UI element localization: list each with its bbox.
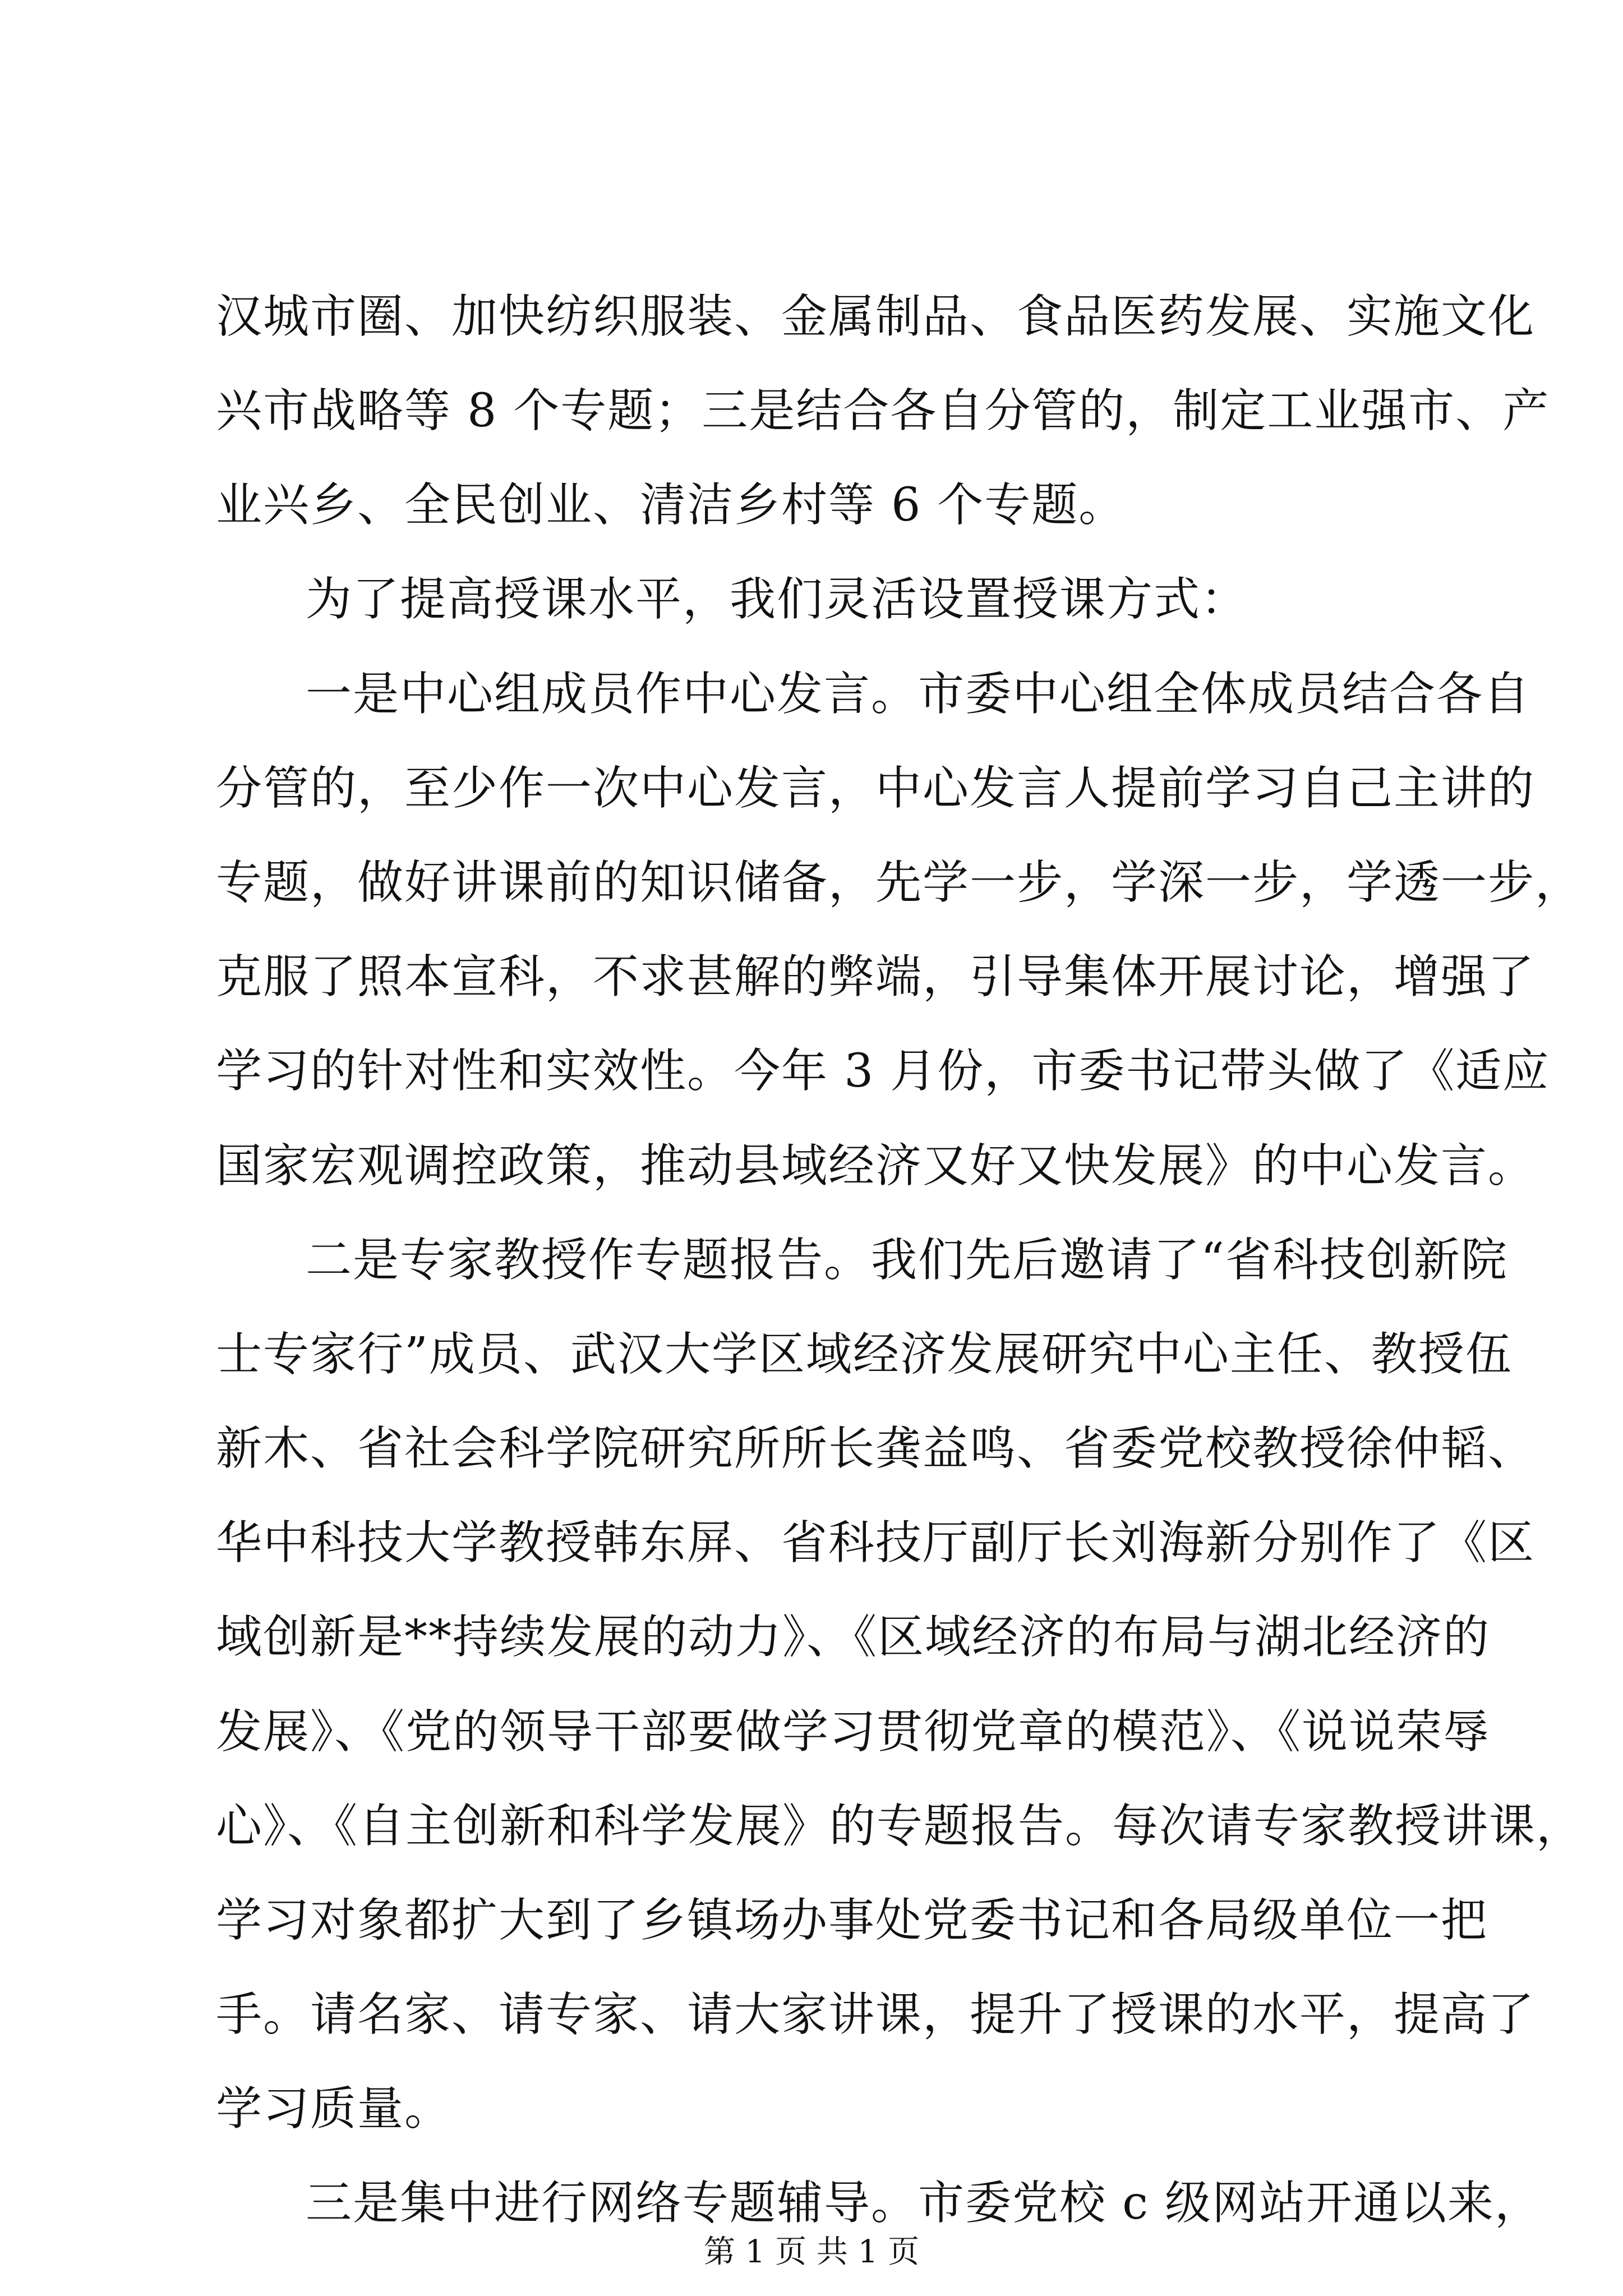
body-text-line: 学习对象都扩大到了乡镇场办事处党委书记和各局级单位一把: [216, 1894, 1488, 1947]
body-text-line: 汉城市圈、加快纺织服装、金属制品、食品医药发展、实施文化: [216, 290, 1536, 343]
body-text-line: 专题，做好讲课前的知识储备，先学一步，学深一步，学透一步，: [216, 856, 1583, 909]
body-text-line: 域创新是**持续发展的动力》、《区域经济的布局与湖北经济的: [216, 1611, 1491, 1664]
body-text-line: 手。请名家、请专家、请大家讲课，提升了授课的水平，提高了: [216, 1988, 1536, 2041]
body-text-line: 学习质量。: [216, 2082, 452, 2136]
body-text-line: 士专家行”成员、武汉大学区域经济发展研究中心主任、教授伍: [216, 1328, 1513, 1381]
paragraph-first-line: 二是专家教授作专题报告。我们先后邀请了“省科技创新院: [306, 1234, 1508, 1287]
body-text-line: 国家宏观调控政策，推动县域经济又好又快发展》的中心发言。: [216, 1139, 1536, 1193]
body-text-line: 发展》、《党的领导干部要做学习贯彻党章的模范》、《说说荣辱: [216, 1705, 1491, 1759]
body-text-line: 业兴乡、全民创业、清洁乡村等 6 个专题。: [216, 478, 1126, 532]
body-text-line: 华中科技大学教授韩东屏、省科技厅副厅长刘海新分别作了《区: [216, 1516, 1536, 1570]
paragraph-first-line: 为了提高授课水平，我们灵活设置授课方式：: [306, 573, 1248, 626]
page-number-footer: 第 1 页 共 1 页: [703, 2234, 920, 2270]
body-text-line: 克服了照本宣科，不求甚解的弊端，引导集体开展讨论，增强了: [216, 950, 1536, 1004]
body-text-line: 心》、《自主创新和科学发展》的专题报告。每次请专家教授讲课，: [216, 1800, 1584, 1853]
body-text-line: 兴市战略等 8 个专题；三是结合各自分管的，制定工业强市、产: [216, 384, 1550, 438]
body-text-line: 分管的，至少作一次中心发言，中心发言人提前学习自己主讲的: [216, 762, 1536, 815]
body-text-line: 学习的针对性和实效性。今年 3 月份，市委书记带头做了《适应: [216, 1045, 1550, 1098]
body-text-line: 新木、省社会科学院研究所所长龚益鸣、省委党校教授徐仲韬、: [216, 1422, 1536, 1475]
paragraph-first-line: 一是中心组成员作中心发言。市委中心组全体成员结合各自: [306, 668, 1531, 721]
paragraph-first-line: 三是集中进行网络专题辅导。市委党校 c 级网站开通以来，: [306, 2177, 1542, 2230]
